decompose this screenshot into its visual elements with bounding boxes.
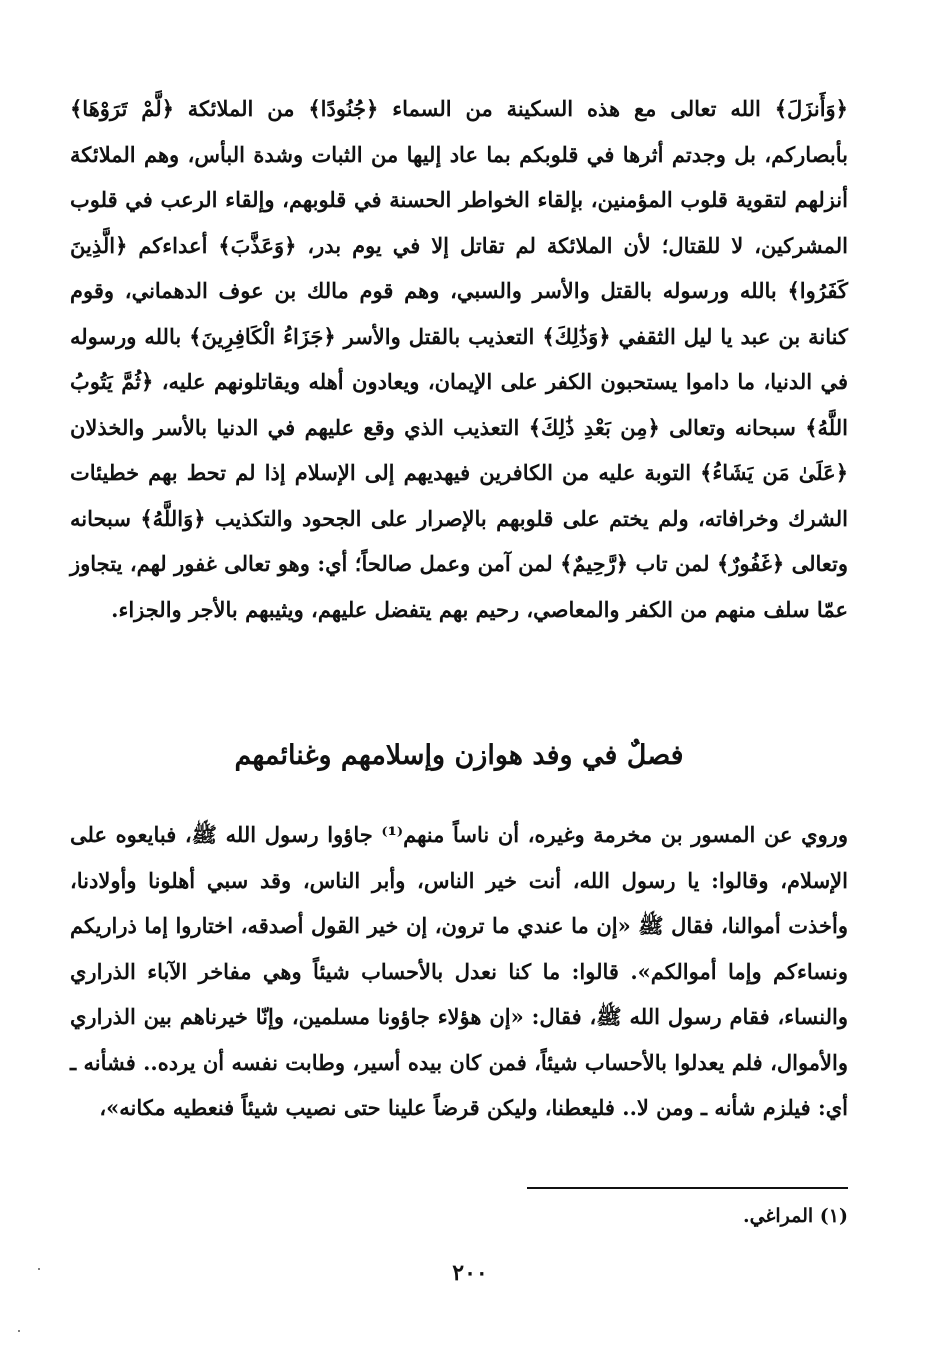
footnote-separator-rule bbox=[527, 1187, 848, 1189]
scan-speck bbox=[38, 1268, 40, 1270]
body-paragraph-hawazin-delegation: وروي عن المسور بن مخرمة وغيره، أن ناساً منهم⁽¹⁾ جاؤوا رسول الله ﷺ، فبايعوه على الإسلام، وقالوا: يا رسول الله، أنت خير الناس، وأبر الناس، وقد سبي أهلونا وأولادنا، وأخذت أموالنا، فقال ﷺ «إن ما عندي ما ترون، إن خير القول أصدقه، اختاروا إما ذراريكم ونساءكم وإما أموالكم». قالوا: ما كنا نعدل بالأحساب شيئاً وهي مفاخر الآباء الذراري والنساء، فقام رسول الله ﷺ، فقال: «إن هؤلاء جاؤونا مسلمين، وإنّا خيرناهم بين الذراري والأموال، فلم يعدلوا بالأحساب شيئاً، فمن كان بيده أسير، وطابت نفسه أن يرده.. فشأنه ـ أي: فيلزم شأنه ـ ومن لا.. فليعطنا، وليكن قرضاً علينا حتى نصيب شيئاً فنعطيه مكانه»، bbox=[70, 822, 849, 1120]
body-paragraph-quran-commentary: ﴿وَأَنزَلَ﴾ الله تعالى مع هذه السكينة من السماء ﴿جُنُودًا﴾ من الملائكة ﴿لَّمْ تَرَوْهَا﴾ بأبصاركم، بل وجدتم أثرها في قلوبكم بما عاد إليها من الثبات وشدة البأس، وهم الملائكة أنزلهم لتقوية قلوب المؤمنين، بإلقاء الخواطر الحسنة في قلوبهم، وإلقاء الرعب في قلوب المشركين، لا للقتال؛ لأن الملائكة لم تقاتل إلا في يوم بدر، ﴿وَعَذَّبَ﴾ أعداءكم ﴿الَّذِينَ كَفَرُوا﴾ بالله ورسوله بالقتل والأسر والسبي، وهم قوم مالك بن عوف الدهماني، وقوم كنانة بن عبد يا ليل الثقفي ﴿وَذَٰلِكَ﴾ التعذيب بالقتل والأسر ﴿جَزَاءُ الْكَافِرِينَ﴾ بالله ورسوله في الدنيا، ما داموا يستحبون الكفر على الإيمان، ويعادون أهله ويقاتلونهم عليه، ﴿ثُمَّ يَتُوبُ اللَّهُ﴾ سبحانه وتعالى ﴿مِن بَعْدِ ذَٰلِكَ﴾ التعذيب الذي وقع عليهم في الدنيا بالأسر والخذلان ﴿عَلَىٰ مَن يَشَاءُ﴾ التوبة عليه من الكافرين فيهديهم إلى الإسلام إذا لم تحط بهم خطيئات الشرك وخرافاته، ولم يختم على قلوبهم بالإصرار على الجحود والتكذيب ﴿وَاللَّهُ﴾ سبحانه وتعالى ﴿غَفُورٌ﴾ لمن تاب ﴿رَّحِيمٌ﴾ لمن آمن وعمل صالحاً؛ أي: وهو تعالى غفور لهم، يتجاوز عمّا سلف منهم من الكفر والمعاصي، رحيم بهم يتفضل عليهم، ويثيبهم بالأجر والجزاء. bbox=[70, 96, 848, 622]
page-number: ٢٠٠ bbox=[452, 1260, 488, 1286]
section-heading: فصلٌ في وفد هوازن وإسلامهم وغنائمهم bbox=[234, 740, 684, 771]
footnote: (١) المراغي. bbox=[742, 1205, 848, 1227]
scan-speck bbox=[18, 1330, 20, 1332]
